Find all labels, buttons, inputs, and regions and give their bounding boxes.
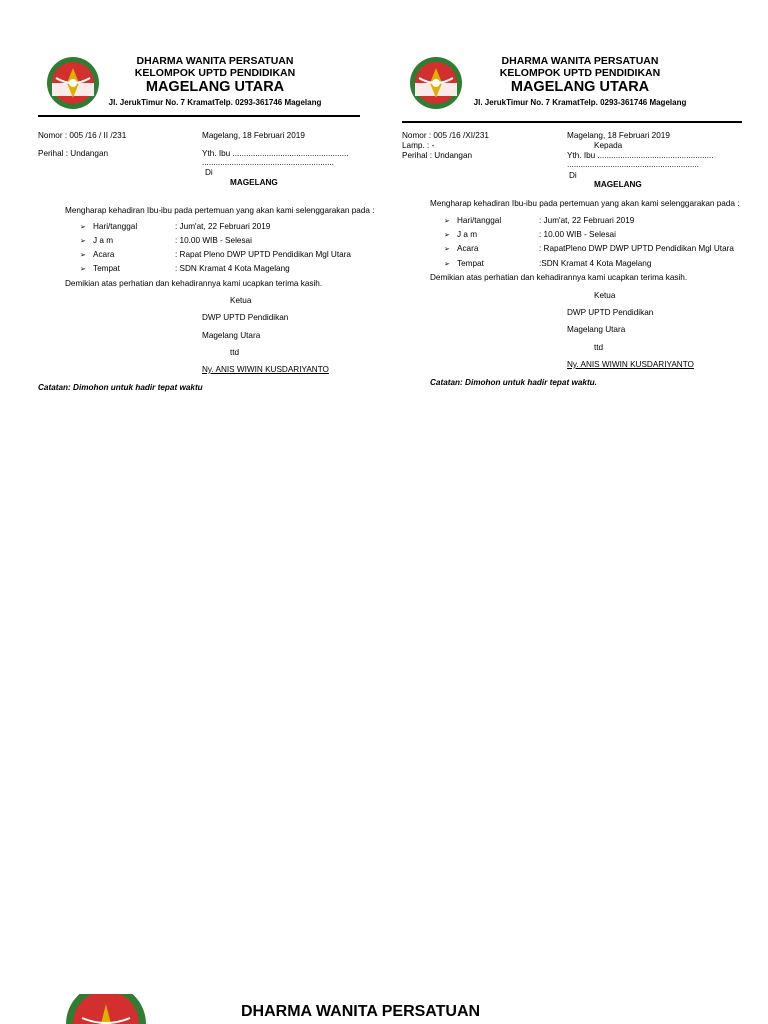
detail-value: : Jum'at, 22 Februari 2019 [539, 216, 635, 225]
sign-org2: Magelang Utara [567, 325, 626, 334]
bullet-icon: ➢ [444, 246, 450, 253]
org-line2: KELOMPOK UPTD PENDIDIKAN [499, 67, 661, 79]
recipient-dots: .......................................................... [202, 158, 334, 167]
bullet-icon: ➢ [444, 261, 450, 268]
perihal: Perihal : Undangan [402, 151, 473, 160]
detail-label: J a m [457, 230, 478, 239]
detail-label: J a m [93, 236, 114, 245]
intro: Mengharap kehadiran Ibu-ibu pada pertemuan yang akan kami selenggarakan pada : [430, 199, 740, 208]
intro: Mengharap kehadiran Ibu-ibu pada pertemuan yang akan kami selenggarakan pada : [65, 206, 375, 215]
city: MAGELANG [230, 178, 278, 187]
detail-value: : 10.00 WIB - Selesai [539, 230, 616, 239]
org-line2: KELOMPOK UPTD PENDIDIKAN [134, 67, 296, 79]
org-line1: DHARMA WANITA PERSATUAN [501, 55, 659, 67]
dwp-logo-icon [64, 994, 148, 1024]
detail-value: : RapatPleno DWP DWP UPTD Pendidikan Mgl Utara [539, 244, 734, 253]
org-address: Jl. JerukTimur No. 7 KramatTelp. 0293-361746 Magelang [108, 98, 322, 107]
header-rule [38, 115, 360, 117]
sign-role: Ketua [230, 296, 252, 305]
org-line3: MAGELANG UTARA [510, 79, 650, 95]
bottom-org-title: DHARMA WANITA PERSATUAN [241, 1003, 481, 1020]
note: Catatan: Dimohon untuk hadir tepat waktu [38, 383, 203, 392]
sign-org1: DWP UPTD Pendidikan [567, 308, 654, 317]
sign-org2: Magelang Utara [202, 331, 261, 340]
city: MAGELANG [594, 180, 642, 189]
letter-left [0, 0, 384, 400]
di: Di [569, 171, 577, 180]
kepada: Kepada [594, 141, 623, 150]
recipient: Yth. Ibu ................................................... [202, 149, 349, 158]
detail-label: Acara [457, 244, 479, 253]
lamp: Lamp. : - [402, 141, 435, 150]
org-line1: DHARMA WANITA PERSATUAN [136, 55, 294, 67]
signer-name: Ny. ANIS WIWIN KUSDARIYANTO [202, 365, 329, 374]
place-date: Magelang, 18 Februari 2019 [567, 131, 670, 140]
header-rule [402, 121, 742, 123]
recipient: Yth. Ibu ................................................... [567, 151, 714, 160]
bullet-icon: ➢ [80, 266, 86, 273]
note: Catatan: Dimohon untuk hadir tepat waktu. [430, 378, 597, 387]
sign-role: Ketua [594, 291, 616, 300]
detail-label: Hari/tanggal [457, 216, 502, 225]
detail-label: Tempat [457, 259, 484, 268]
bullet-icon: ➢ [80, 238, 86, 245]
recipient-dots: .......................................................... [567, 160, 699, 169]
detail-label: Tempat [93, 264, 120, 273]
bullet-icon: ➢ [444, 218, 450, 225]
detail-value: : Rapat Pleno DWP UPTD Pendidikan Mgl Utara [175, 250, 351, 259]
ttd: ttd [594, 343, 604, 352]
letter-right [364, 0, 748, 400]
detail-label: Acara [93, 250, 115, 259]
org-line3: MAGELANG UTARA [145, 79, 285, 95]
org-address: Jl. JerukTimur No. 7 KramatTelp. 0293-361746 Magelang [473, 98, 687, 107]
bullet-icon: ➢ [80, 224, 86, 231]
detail-value: : Jum'at, 22 Februari 2019 [175, 222, 271, 231]
signer-name: Ny. ANIS WIWIN KUSDARIYANTO [567, 360, 694, 369]
place-date: Magelang, 18 Februari 2019 [202, 131, 305, 140]
bullet-icon: ➢ [80, 252, 86, 259]
nomor: Nomor : 005 /16 /XI/231 [402, 131, 489, 140]
ttd: ttd [230, 348, 240, 357]
detail-value: : 10.00 WIB - Selesai [175, 236, 252, 245]
bullet-icon: ➢ [444, 232, 450, 239]
detail-label: Hari/tanggal [93, 222, 138, 231]
closing: Demikian atas perhatian dan kehadirannya kami ucapkan terima kasih. [430, 273, 688, 282]
sign-org1: DWP UPTD Pendidikan [202, 313, 289, 322]
detail-value: : SDN Kramat 4 Kota Magelang [175, 264, 290, 273]
di: Di [205, 168, 213, 177]
detail-value: :SDN Kramat 4 Kota Magelang [539, 259, 652, 268]
closing: Demikian atas perhatian dan kehadirannya kami ucapkan terima kasih. [65, 279, 323, 288]
perihal: Perihal : Undangan [38, 149, 109, 158]
nomor: Nomor : 005 /16 / II /231 [38, 131, 127, 140]
